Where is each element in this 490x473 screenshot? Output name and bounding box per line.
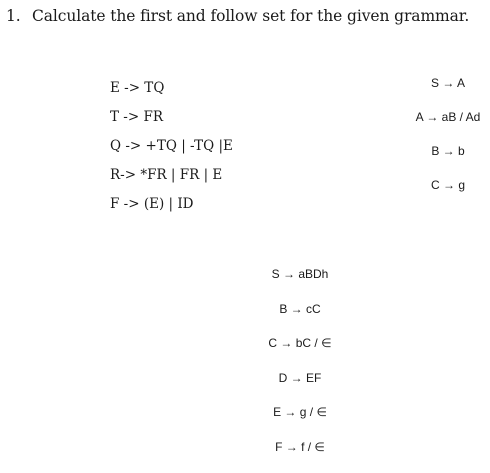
grammar-2	[408, 75, 488, 211]
grammar-3-rule: D → EF	[255, 370, 345, 405]
grammar-1-rule: Q -> +TQ | -TQ |E	[110, 136, 233, 165]
grammar-1-rule: R-> *FR | FR | E	[110, 165, 233, 194]
grammar-3-rule: F → f / ∈	[255, 439, 345, 473]
grammar-2-rule: A → aB / Ad	[408, 109, 488, 143]
grammar-1-rule: F -> (E) | ID	[110, 194, 233, 223]
grammar-3	[255, 266, 345, 473]
grammar-2-rule: S → A	[408, 75, 488, 109]
grammar-1-rule: E -> TQ	[110, 78, 233, 107]
question-number: 1.	[6, 7, 32, 25]
grammar-2-rule: C → g	[408, 177, 488, 211]
question-text: Calculate the first and follow set for the given grammar.	[32, 7, 469, 25]
grammar-3-rule: S → aBDh	[255, 266, 345, 301]
grammar-3-rule: C → bC / ∈	[255, 335, 345, 370]
grammar-1-rule: T -> FR	[110, 107, 233, 136]
question-heading	[6, 7, 469, 25]
grammar-1	[110, 78, 233, 223]
grammar-3-rule: B → cC	[255, 301, 345, 336]
grammar-2-rule: B → b	[408, 143, 488, 177]
grammar-3-rule: E → g / ∈	[255, 404, 345, 439]
